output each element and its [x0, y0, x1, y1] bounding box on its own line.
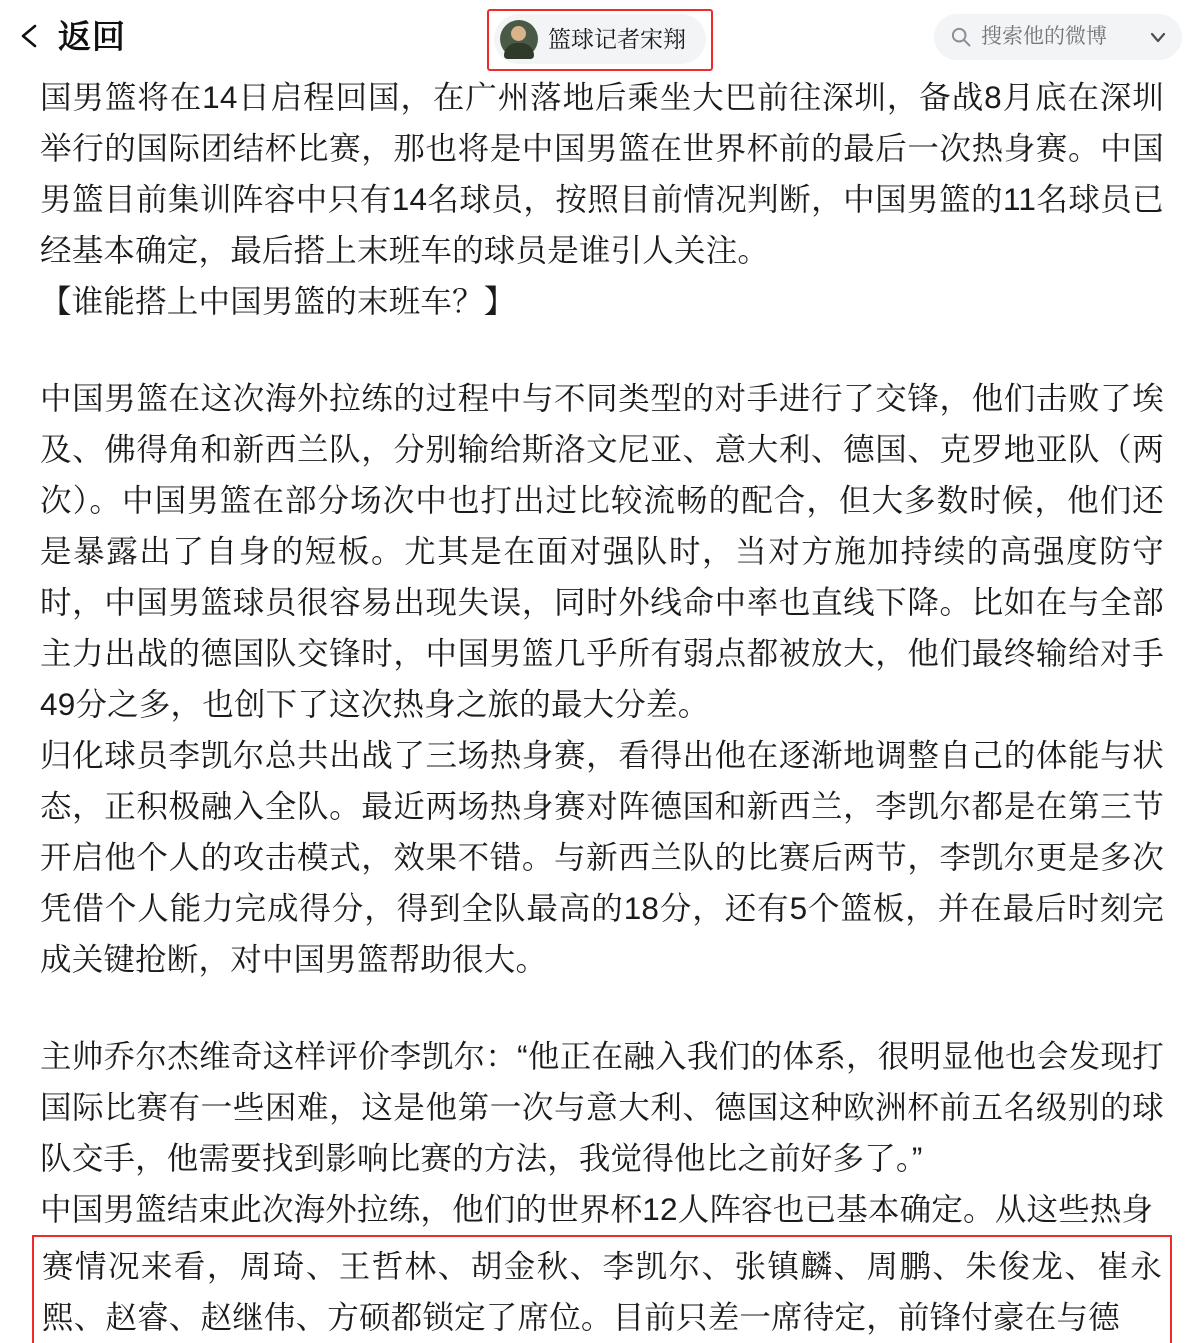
author-pill[interactable] [494, 14, 706, 64]
back-button[interactable] [18, 17, 126, 55]
back-label: 返回 [58, 17, 126, 55]
paragraph: 中国男篮结束此次海外拉练，他们的世界杯12人阵容也已基本确定。从这些热身 [40, 1191, 1154, 1227]
paragraph: 归化球员李凯尔总共出战了三场热身赛，看得出他在逐渐地调整自己的体能与状态，正积极融入全队。最近两场热身赛对阵德国和新西兰，李凯尔都是在第三节开启他个人的攻击模式，效果不错。与新西兰队的比赛后两节，李凯尔更是多次凭借个人能力完成得分，得到全队最高的18分，还有5个篮板，并在最后时刻完成关键抢断，对中国男篮帮助很大。 [40, 737, 1164, 977]
paragraph: 主帅乔尔杰维奇这样评价李凯尔：“他正在融入我们的体系，很明显他也会发现打国际比赛有一些困难，这是他第一次与意大利、德国这种欧洲杯前五名级别的球队交手，他需要找到影响比赛的方法，我觉得他比之前好多了。” [40, 1038, 1164, 1176]
article-body [0, 72, 1200, 1343]
search-box[interactable] [934, 14, 1182, 60]
chevron-left-icon [18, 23, 44, 49]
paragraph-spacer [40, 327, 1164, 373]
roster-highlight-box [32, 1235, 1172, 1343]
paragraph: 国男篮将在14日启程回国，在广州落地后乘坐大巴前往深圳，备战8月底在深圳举行的国际团结杯比赛，那也将是中国男篮在世界杯前的最后一次热身赛。中国男篮目前集训阵容中只有14名球员，按照目前情况判断，中国男篮的11名球员已经基本确定，最后搭上末班车的球员是谁引人关注。 [40, 79, 1164, 268]
top-header [0, 0, 1200, 72]
author-name: 篮球记者宋翔 [548, 25, 686, 52]
paragraph-subheading: 【谁能搭上中国男篮的末班车？】 [40, 283, 516, 319]
search-input[interactable] [981, 25, 1131, 49]
chevron-down-icon[interactable] [1148, 27, 1168, 47]
author-highlight-box [487, 9, 713, 71]
paragraph: 中国男篮在这次海外拉练的过程中与不同类型的对手进行了交锋，他们击败了埃及、佛得角和新西兰队，分别输给斯洛文尼亚、意大利、德国、克罗地亚队（两次）。中国男篮在部分场次中也打出过比较流畅的配合，但大多数时候，他们还是暴露出了自身的短板。尤其是在面对强队时，当对方施加持续的高强度防守时，中国男篮球员很容易出现失误，同时外线命中率也直线下降。比如在与全部主力出战的德国队交锋时，中国男篮几乎所有弱点都被放大，他们最终输给对手49分之多，也创下了这次热身之旅的最大分差。 [40, 380, 1164, 722]
paragraph-highlighted: 赛情况来看，周琦、王哲林、胡金秋、李凯尔、张镇麟、周鹏、朱俊龙、崔永熙、赵睿、赵继伟、方硕都锁定了席位。目前只差一席待定，前锋付豪在与德 [42, 1248, 1162, 1335]
avatar-person-icon [500, 20, 538, 58]
search-icon [950, 26, 972, 48]
paragraph-spacer [40, 985, 1164, 1031]
